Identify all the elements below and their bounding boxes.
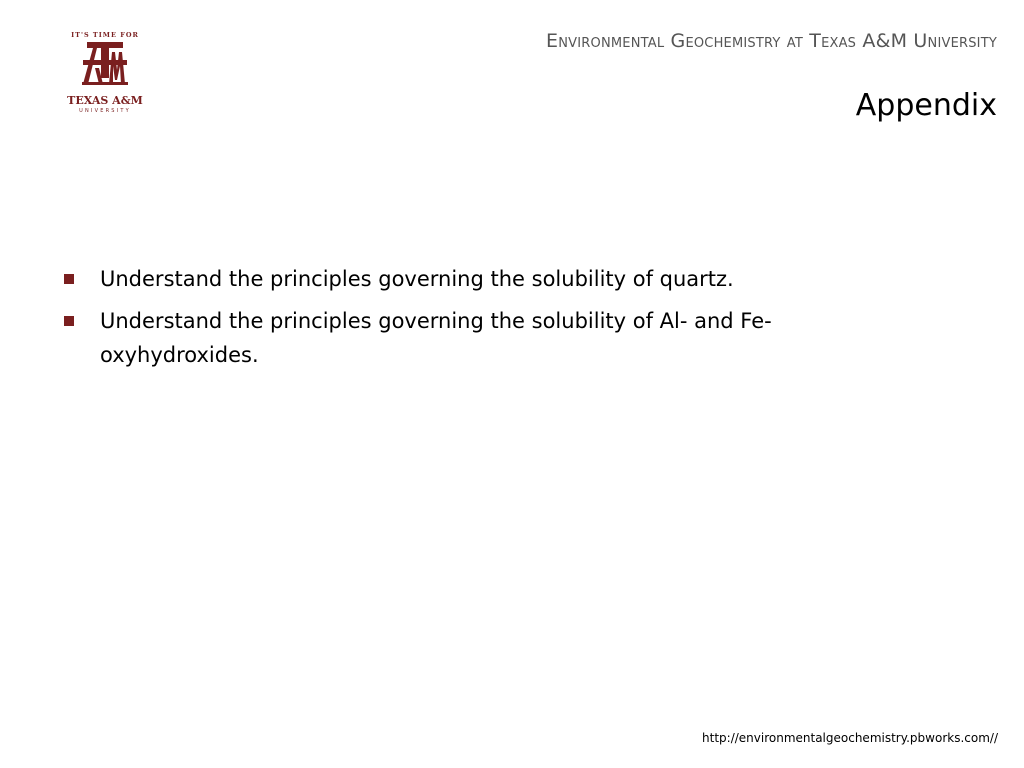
logo-name: TEXAS A&M [67,94,143,107]
course-header: Environmental Geochemistry at Texas A&M University [546,30,997,52]
logo-tagline: IT'S TIME FOR [71,31,139,39]
texas-am-logo [64,30,146,116]
atm-monogram-icon [82,42,128,85]
footer-url-link[interactable]: http://environmentalgeochemistry.pbworks.com// [702,731,998,745]
bullet-text: Understand the principles governing the solubility of quartz. [100,267,734,291]
slide-title: Appendix [855,88,997,123]
bullet-text: Understand the principles governing the solubility of Al- and Fe-oxyhydroxides. [100,309,772,367]
bullet-item [60,304,860,372]
texas-am-logo-graphic [64,30,146,116]
bullet-list [60,262,860,380]
square-bullet-icon [64,316,74,326]
square-bullet-icon [64,274,74,284]
logo-subname: UNIVERSITY [79,108,131,114]
bullet-item [60,262,860,296]
